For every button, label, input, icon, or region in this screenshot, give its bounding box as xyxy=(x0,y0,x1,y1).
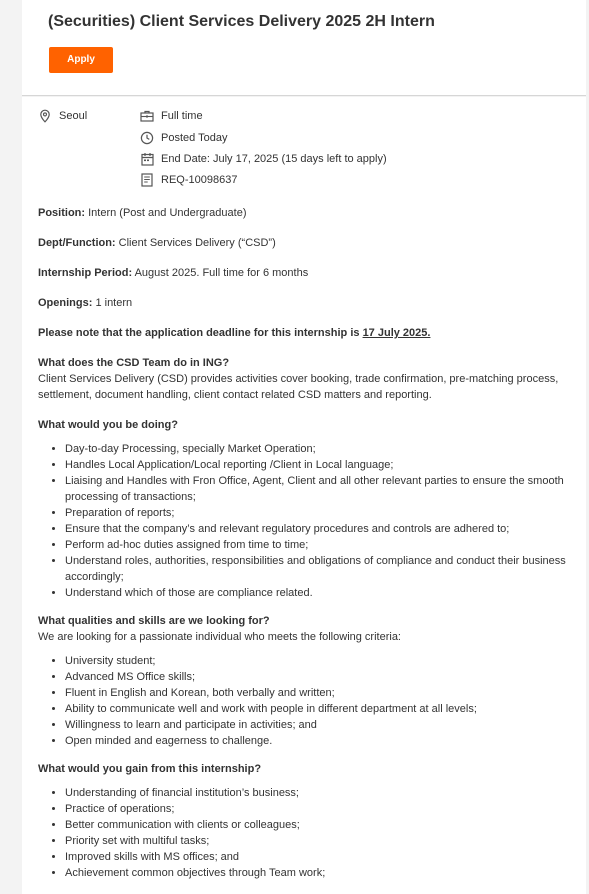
end-date-text: End Date: July 17, 2025 (15 days left to apply) xyxy=(161,153,387,165)
dept-value: Client Services Delivery (“CSD”) xyxy=(115,237,276,249)
deadline-text: Please note that the application deadline for this internship is xyxy=(38,327,363,339)
list-item: • University student; xyxy=(65,653,578,669)
dept-line xyxy=(38,235,578,251)
gain-section xyxy=(38,761,578,777)
list-item: • Understanding of financial institution’s business; xyxy=(65,785,578,801)
end-date-row xyxy=(140,151,387,167)
list-item: • Understand which of those are compliance related. xyxy=(65,585,578,601)
location-text: Seoul xyxy=(59,110,88,122)
job-title: (Securities) Client Services Delivery 2025 2H Intern xyxy=(48,13,435,30)
requisition-id-text: REQ-10098637 xyxy=(161,174,238,186)
list-item: • Preparation of reports; xyxy=(65,505,578,521)
qualities-title: What qualities and skills are we looking for? xyxy=(38,615,270,627)
list-item: • Practice of operations; xyxy=(65,801,578,817)
doing-list xyxy=(38,441,578,601)
openings-line xyxy=(38,295,578,311)
employment-type-text: Full time xyxy=(161,110,203,122)
clock-icon xyxy=(140,131,154,145)
qualities-section xyxy=(38,613,578,645)
location-pin-icon xyxy=(38,109,52,123)
doing-title: What would you be doing? xyxy=(38,419,178,431)
employment-type-row xyxy=(140,108,203,124)
list-item: • Understand roles, authorities, responsibilities and obligations of compliance and conduct their business accordingly; xyxy=(65,553,578,585)
list-item: • Perform ad-hoc duties assigned from time to time; xyxy=(65,537,578,553)
list-item: • Achievement common objectives through Team work; xyxy=(65,865,578,881)
doing-section xyxy=(38,417,578,433)
period-value: August 2025. Full time for 6 months xyxy=(132,267,309,279)
posted-text: Posted Today xyxy=(161,132,228,144)
position-line xyxy=(38,205,578,221)
position-label: Position: xyxy=(38,207,86,219)
list-item: • Liaising and Handles with Fron Office, Agent, Client and all other relevant parties to ensure the smooth processing of transactions; xyxy=(65,473,578,505)
job-header xyxy=(22,0,586,96)
briefcase-icon xyxy=(140,109,154,123)
dept-label: Dept/Function: xyxy=(38,237,116,249)
openings-value: 1 intern xyxy=(92,297,133,309)
position-value: Intern (Post and Undergraduate) xyxy=(85,207,247,219)
list-item: • Ensure that the company’s and relevant regulatory procedures and controls are adhered to; xyxy=(65,521,578,537)
job-description xyxy=(38,205,578,893)
id-card-icon xyxy=(140,173,154,187)
qualities-intro: We are looking for a passionate individual who meets the following criteria: xyxy=(38,631,401,643)
gain-list xyxy=(38,785,578,881)
list-item: • Better communication with clients or colleagues; xyxy=(65,817,578,833)
posted-row xyxy=(140,130,227,146)
calendar-icon xyxy=(140,152,154,166)
csd-team-text: Client Services Delivery (CSD) provides activities cover booking, trade confirmation, pre-matching process, settlement, document handling, client contact related CSD matters and reporting. xyxy=(38,373,559,401)
csd-team-title: What does the CSD Team do in ING? xyxy=(38,357,230,369)
list-item: • Open minded and eagerness to challenge. xyxy=(65,733,578,749)
period-line xyxy=(38,265,578,281)
period-label: Internship Period: xyxy=(38,267,133,279)
list-item: • Fluent in English and Korean, both verbally and written; xyxy=(65,685,578,701)
list-item: • Handles Local Application/Local reporting /Client in Local language; xyxy=(65,457,578,473)
list-item: • Ability to communicate well and work with people in different department at all levels; xyxy=(65,701,578,717)
deadline-line xyxy=(38,325,578,341)
list-item: • Advanced MS Office skills; xyxy=(65,669,578,685)
requisition-row xyxy=(140,172,237,188)
csd-team-section xyxy=(38,355,578,403)
apply-button[interactable]: Apply xyxy=(49,47,113,73)
openings-label: Openings: xyxy=(38,297,93,309)
list-item: • Willingness to learn and participate in activities; and xyxy=(65,717,578,733)
gain-title: What would you gain from this internship? xyxy=(38,763,262,775)
deadline-date: 17 July 2025. xyxy=(362,327,431,339)
location-row xyxy=(38,108,87,124)
list-item: • Improved skills with MS offices; and xyxy=(65,849,578,865)
job-details xyxy=(22,97,586,894)
list-item: • Day-to-day Processing, specially Market Operation; xyxy=(65,441,578,457)
list-item: • Priority set with multiful tasks; xyxy=(65,833,578,849)
qualities-list xyxy=(38,653,578,749)
